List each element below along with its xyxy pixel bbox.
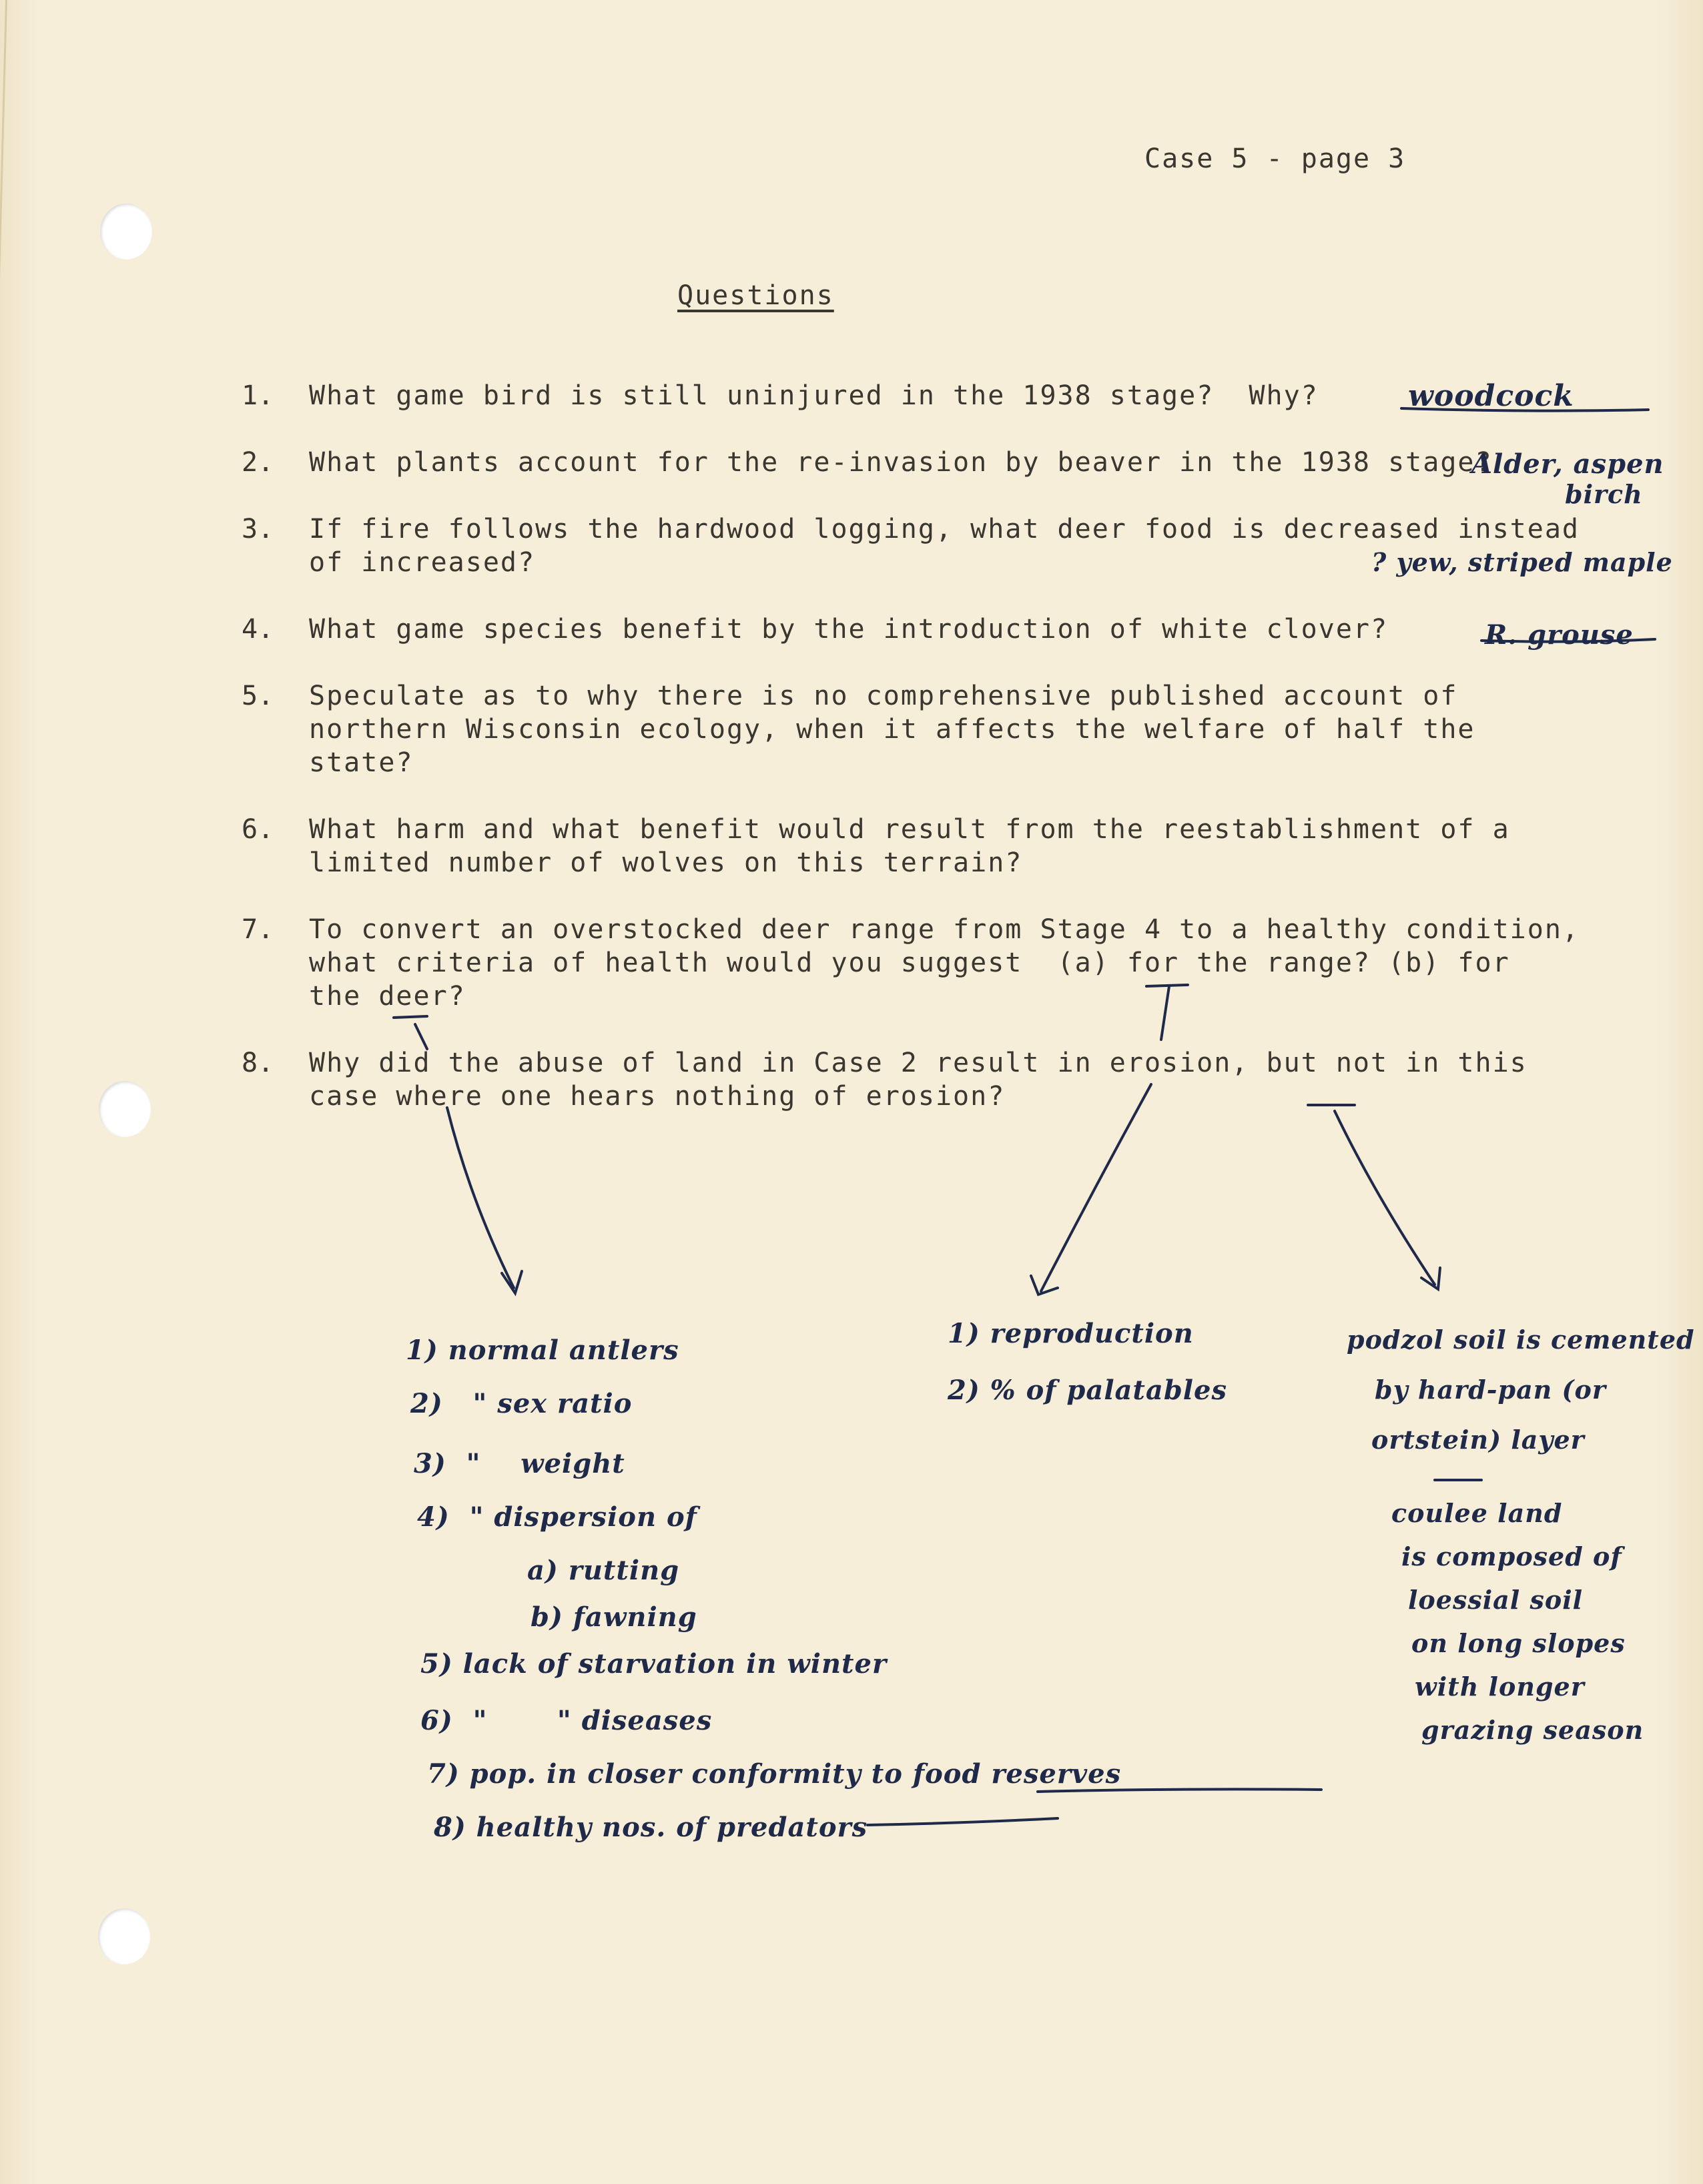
note-line: coulee land bbox=[1391, 1498, 1563, 1528]
question-text: the deer? bbox=[309, 981, 466, 1012]
question-number: 5. bbox=[242, 681, 274, 711]
list-item: 3) " weight bbox=[414, 1448, 625, 1479]
punch-hole-top bbox=[100, 204, 152, 260]
question-number: 4. bbox=[242, 614, 274, 645]
question-text: If fire follows the hardwood logging, what deer food is decreased instead bbox=[309, 514, 1580, 544]
question-text: To convert an overstocked deer range from Stage 4 to a healthy condition, bbox=[309, 914, 1580, 945]
note-line: grazing season bbox=[1421, 1715, 1644, 1745]
note-line: ortstein) layer bbox=[1371, 1425, 1585, 1455]
question-text: limited number of wolves on this terrain? bbox=[309, 847, 1023, 878]
question-text: of increased? bbox=[309, 547, 536, 578]
question-number: 6. bbox=[242, 814, 274, 845]
punch-hole-middle bbox=[99, 1081, 151, 1137]
list-item: a) rutting bbox=[527, 1555, 680, 1586]
question-number: 3. bbox=[242, 514, 274, 544]
question-text: case where one hears nothing of erosion? bbox=[309, 1081, 1006, 1112]
question-text: What game bird is still uninjured in the 1938 stage? Why? bbox=[309, 380, 1319, 411]
list-item: b) fawning bbox=[531, 1601, 697, 1633]
note-line: with longer bbox=[1415, 1672, 1585, 1702]
answer-q2-line1: Alder, aspen bbox=[1471, 448, 1664, 480]
note-line: podzol soil is cemented bbox=[1347, 1325, 1695, 1355]
note-line: is composed of bbox=[1401, 1541, 1622, 1571]
question-text: state? bbox=[309, 747, 414, 778]
list-item: 4) " dispersion of bbox=[417, 1501, 697, 1533]
question-number: 1. bbox=[242, 380, 274, 411]
note-line: loessial soil bbox=[1408, 1585, 1584, 1615]
question-number: 8. bbox=[242, 1048, 274, 1078]
list-item: 2) % of palatables bbox=[948, 1375, 1227, 1406]
list-item: 5) lack of starvation in winter bbox=[420, 1648, 888, 1680]
list-item: 1) reproduction bbox=[948, 1318, 1194, 1349]
question-number: 2. bbox=[242, 447, 274, 478]
list-item: 8) healthy nos. of predators bbox=[434, 1812, 868, 1843]
answer-q4: R. grouse bbox=[1485, 619, 1634, 651]
list-item: 1) normal antlers bbox=[406, 1335, 679, 1366]
page-reference: Case 5 - page 3 bbox=[1144, 143, 1406, 174]
question-text: Why did the abuse of land in Case 2 result in erosion, but not in this bbox=[309, 1048, 1527, 1078]
answer-q1: woodcock bbox=[1408, 379, 1574, 413]
note-line: on long slopes bbox=[1411, 1628, 1626, 1658]
answer-q3: ? yew, striped maple bbox=[1371, 547, 1673, 577]
question-text: northern Wisconsin ecology, when it affects the welfare of half the bbox=[309, 714, 1475, 745]
question-text: Speculate as to why there is no comprehensive published account of bbox=[309, 681, 1458, 711]
page-title: Questions bbox=[677, 280, 834, 311]
punch-hole-bottom bbox=[98, 1908, 150, 1964]
note-line: by hard-pan (or bbox=[1375, 1375, 1606, 1405]
question-text: what criteria of health would you suggest (a) for the range? (b) for bbox=[309, 948, 1510, 978]
answer-q2-line2: birch bbox=[1565, 479, 1643, 509]
question-text: What game species benefit by the introduction of white clover? bbox=[309, 614, 1389, 645]
question-text: What harm and what benefit would result from the reestablishment of a bbox=[309, 814, 1510, 845]
question-text: What plants account for the re-invasion by beaver in the 1938 stage? bbox=[309, 447, 1493, 478]
list-item: 2) " sex ratio bbox=[410, 1388, 633, 1419]
question-number: 7. bbox=[242, 914, 274, 945]
list-item: 6) " " diseases bbox=[420, 1705, 713, 1736]
list-item: 7) pop. in closer conformity to food reserves bbox=[427, 1758, 1122, 1790]
